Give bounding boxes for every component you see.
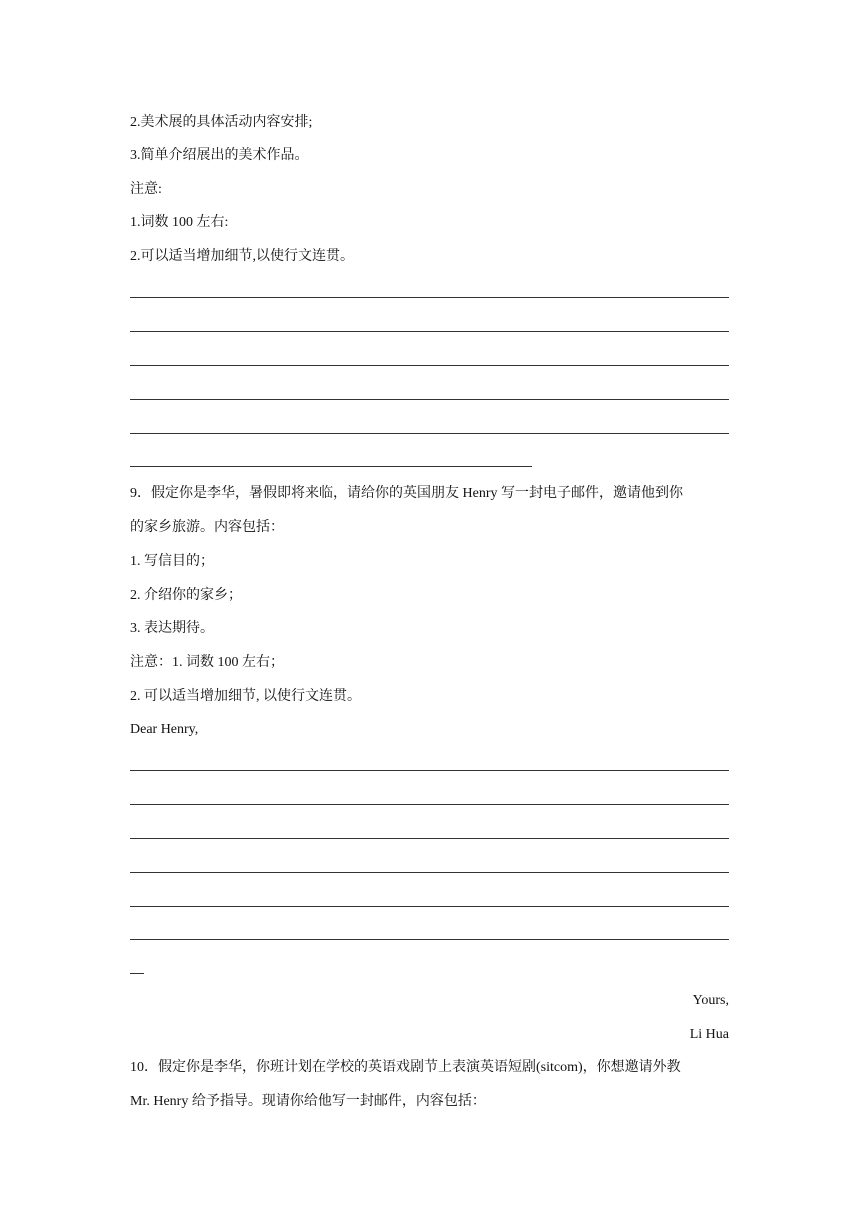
closing: Yours, [692,993,729,1008]
question-10-prompt: 10．假定你是李华，你班计划在学校的英语戏剧节上表演英语短剧(sitcom)，你想邀请外教 [130,1060,681,1075]
requirement-item: 2.美术展的具体活动内容安排; [130,115,313,130]
question-9-prompt: 的家乡旅游。内容包括： [130,520,284,535]
answer-line [130,433,729,434]
requirement-item: 3. 表达期待。 [130,621,214,636]
answer-line [130,331,729,332]
answer-line [130,770,729,771]
note-item: 2.可以适当增加细节,以使行文连贯。 [130,249,354,264]
requirement-item: 3.简单介绍展出的美术作品。 [130,148,309,163]
note-label: 注意: [130,182,162,197]
answer-line [130,872,729,873]
answer-line [130,466,532,467]
answer-line [130,973,144,974]
answer-line [130,804,729,805]
note-item: 1.词数 100 左右: [130,215,229,230]
answer-line [130,906,729,907]
answer-line [130,838,729,839]
question-9-prompt: 9．假定你是李华，暑假即将来临，请给你的英国朋友 Henry 写一封电子邮件，邀请他到你 [130,486,683,501]
answer-line [130,365,729,366]
requirement-item: 1. 写信目的； [130,554,214,569]
note-item: 2. 可以适当增加细节, 以使行文连贯。 [130,689,361,704]
salutation: Dear Henry, [130,722,199,737]
question-10-prompt: Mr. Henry 给予指导。现请你给他写一封邮件，内容包括： [130,1094,486,1109]
answer-line [130,399,729,400]
note-item: 注意：1. 词数 100 左右； [130,655,284,670]
signature: Li Hua [689,1027,729,1042]
answer-line [130,939,729,940]
requirement-item: 2. 介绍你的家乡； [130,588,242,603]
answer-line [130,297,729,298]
